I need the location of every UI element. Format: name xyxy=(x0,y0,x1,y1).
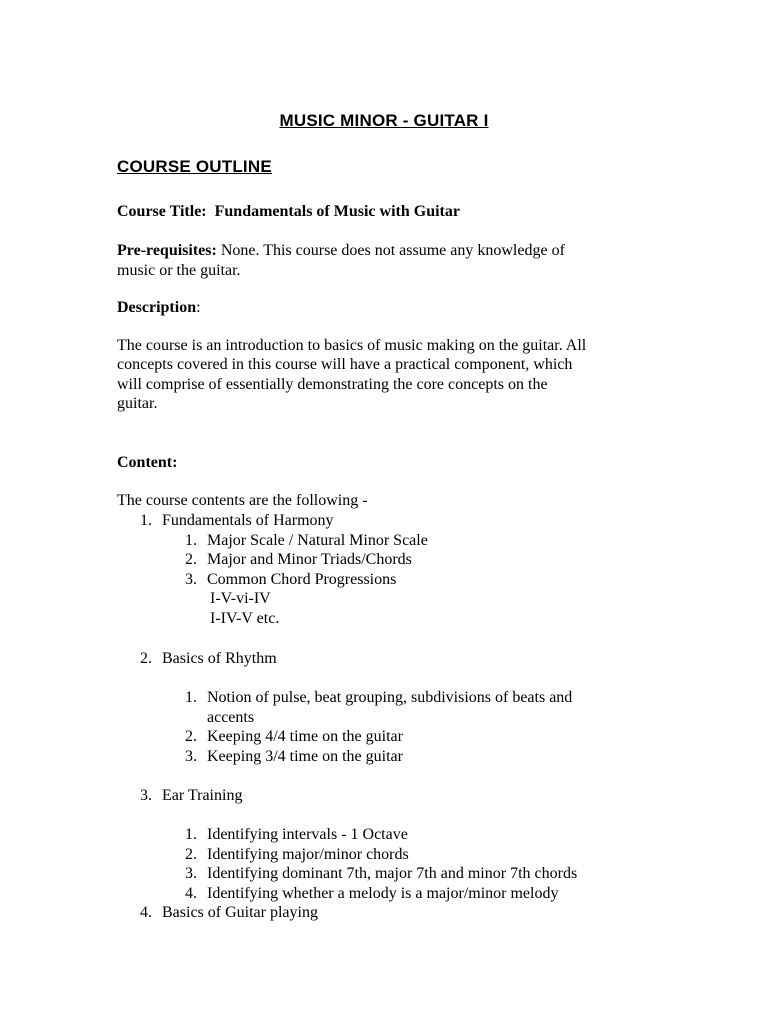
course-title-label: Course Title: xyxy=(117,203,207,220)
description-heading xyxy=(117,298,201,318)
section-number: 3. xyxy=(140,787,152,804)
description-line: will comprise of essentially demonstrating the core concepts on the xyxy=(117,376,548,393)
section-title: Ear Training xyxy=(162,787,243,804)
prerequisites-line-1 xyxy=(117,241,565,261)
list-item: 4. Identifying whether a melody is a major/minor melody xyxy=(185,885,559,902)
list-item: 3. Identifying dominant 7th, major 7th and minor 7th chords xyxy=(185,865,578,882)
list-item: 2. Keeping 4/4 time on the guitar xyxy=(185,728,403,745)
prerequisites-text: None. This course does not assume any knowledge of xyxy=(220,242,565,259)
document-title: MUSIC MINOR - GUITAR I xyxy=(279,111,489,130)
list-item: 1. Major Scale / Natural Minor Scale xyxy=(185,532,428,549)
section-title: Basics of Rhythm xyxy=(162,650,277,667)
prerequisites-line-2: music or the guitar. xyxy=(117,262,241,279)
course-title-line xyxy=(117,202,460,222)
description-label: Description xyxy=(117,299,197,316)
description-line: guitar. xyxy=(117,395,158,412)
chord-progression: I-V-vi-IV xyxy=(210,590,271,607)
prerequisites-label: Pre-requisites: xyxy=(117,242,217,259)
list-item-continuation: accents xyxy=(207,709,255,726)
content-section-1 xyxy=(140,511,334,531)
list-item: 2. Major and Minor Triads/Chords xyxy=(185,551,412,568)
content-section-3 xyxy=(140,786,242,806)
section-number: 2. xyxy=(140,650,152,667)
list-item: 1. Notion of pulse, beat grouping, subdivisions of beats and xyxy=(185,689,573,706)
list-item: 3. Common Chord Progressions xyxy=(185,571,397,588)
course-outline-heading: COURSE OUTLINE xyxy=(117,157,272,176)
list-item: 2. Identifying major/minor chords xyxy=(185,846,409,863)
section-title: Fundamentals of Harmony xyxy=(162,512,334,529)
content-section-4 xyxy=(140,903,318,923)
section-number: 4. xyxy=(140,904,152,921)
content-section-2 xyxy=(140,649,277,669)
section-number: 1. xyxy=(140,512,152,529)
list-item: 3. Keeping 3/4 time on the guitar xyxy=(185,748,403,765)
description-line: The course is an introduction to basics of music making on the guitar. All xyxy=(117,337,587,354)
chord-progression: I-IV-V etc. xyxy=(210,610,280,627)
description-line: concepts covered in this course will have a practical component, which xyxy=(117,356,573,373)
content-intro: The course contents are the following - xyxy=(117,492,368,509)
description-colon: : xyxy=(196,299,201,316)
section-title: Basics of Guitar playing xyxy=(162,904,318,921)
list-item: 1. Identifying intervals - 1 Octave xyxy=(185,826,408,843)
course-title-value: Fundamentals of Music with Guitar xyxy=(214,203,460,220)
content-heading: Content: xyxy=(117,454,178,471)
